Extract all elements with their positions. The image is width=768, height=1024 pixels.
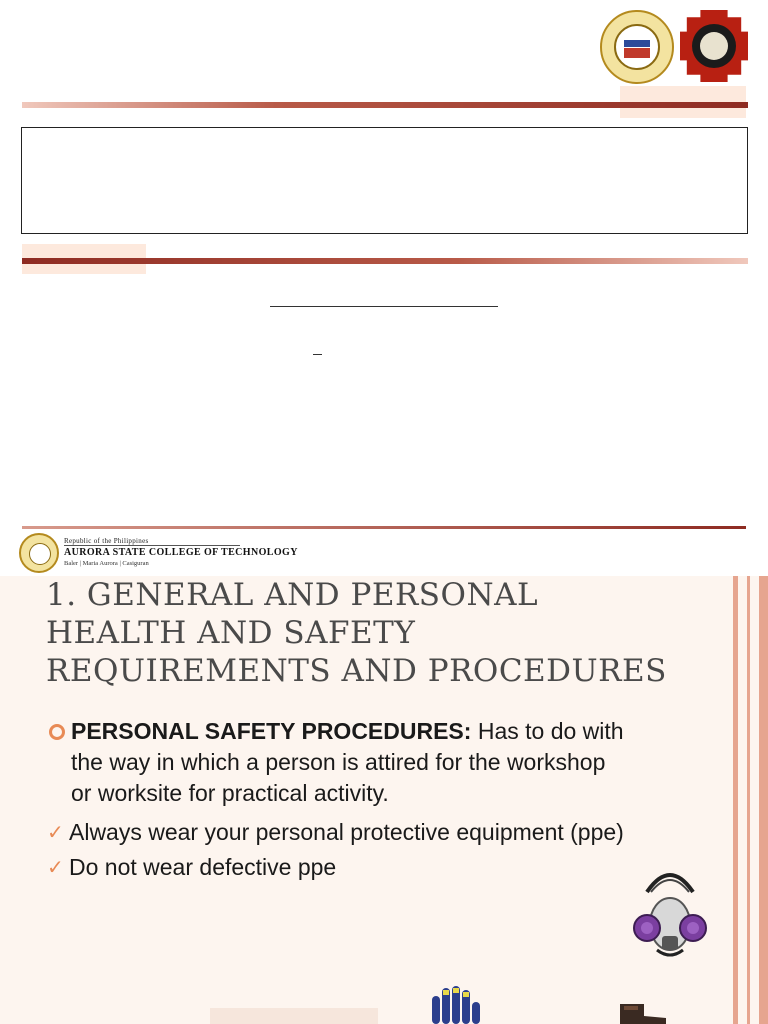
header-line xyxy=(64,545,240,546)
heading-line: HEALTH AND SAFETY xyxy=(46,615,416,651)
check-mark-icon: ✓ xyxy=(47,855,64,879)
slide-heading xyxy=(46,576,726,690)
side-stripes xyxy=(733,576,768,1024)
bullet-always-wear xyxy=(47,817,727,848)
mid-rule xyxy=(22,258,748,264)
check-mark-icon: ✓ xyxy=(47,820,64,844)
college-seal-small-icon xyxy=(19,533,59,573)
header-republic: Republic of the Philippines xyxy=(64,537,149,545)
header-campuses: Baler | Maria Aurora | Casiguran xyxy=(64,560,149,567)
work-glove-icon xyxy=(428,986,484,1024)
bullet-personal-safety xyxy=(49,716,729,812)
slide-divider xyxy=(22,526,746,529)
respirator-mask-icon xyxy=(633,862,707,968)
bullet-text: Always wear your personal protective equipment (ppe) xyxy=(69,819,624,845)
bullet-text: Has to do with xyxy=(477,718,624,744)
bullet-text: or worksite for practical activity. xyxy=(71,780,389,806)
college-seal-icon xyxy=(600,10,674,84)
heading-line: REQUIREMENTS AND PROCEDURES xyxy=(46,653,667,689)
bullet-text: Do not wear defective ppe xyxy=(69,854,337,880)
top-rule xyxy=(22,102,748,108)
safety-boot-icon xyxy=(614,1002,670,1024)
ppe-photo xyxy=(210,1008,378,1024)
title-box xyxy=(21,127,748,234)
underline-mark-small xyxy=(313,354,322,355)
underline-mark xyxy=(270,306,498,307)
ring-bullet-icon xyxy=(49,724,65,740)
bullet-text: the way in which a person is attired for the workshop xyxy=(71,749,606,775)
heading-line: 1. GENERAL AND PERSONAL xyxy=(46,577,539,613)
bullet-label: PERSONAL SAFETY PROCEDURES: xyxy=(71,718,472,744)
engineering-seal-icon xyxy=(680,10,748,82)
header-college-name: AURORA STATE COLLEGE OF TECHNOLOGY xyxy=(64,547,298,558)
bullet-defective-ppe xyxy=(47,852,727,883)
